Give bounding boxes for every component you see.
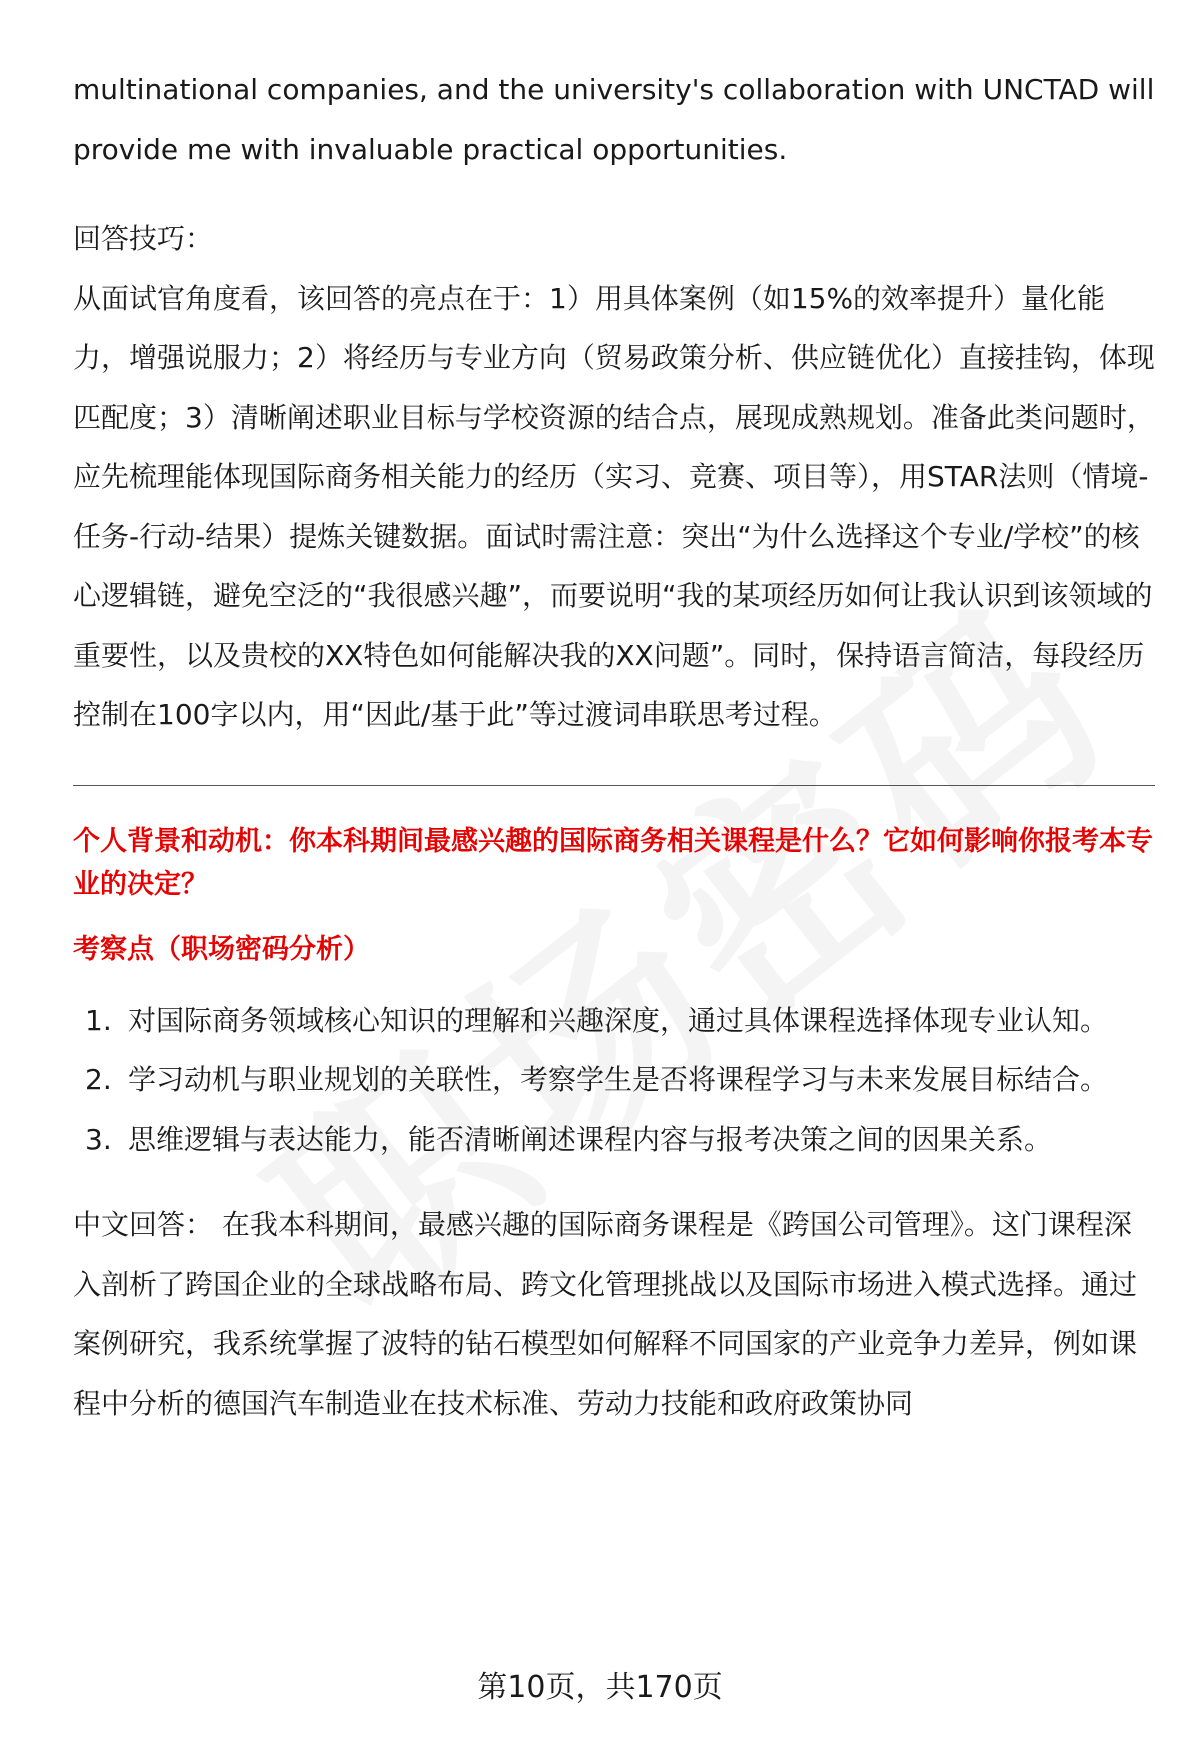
intro-english-paragraph: multinational companies, and the university's collaboration with UNCTAD will provide me with invaluable practical opportunities. (73, 73, 1155, 166)
tips-label: 回答技巧： (73, 222, 214, 255)
tips-paragraph: 从面试官角度看，该回答的亮点在于：1）用具体案例（如15%的效率提升）量化能力，增强说服力；2）将经历与专业方向（贸易政策分析、供应链优化）直接挂钩，体现匹配度；3）清晰阐述职业目标与学校资源的结合点，展现成熟规划。准备此类问题时，应先梳理能体现国际商务相关能力的经历（实习、竞赛、项目等），用STAR法则（情境-任务-行动-结果）提炼关键数据。面试时需注意：突出“为什么选择这个专业/学校”的核心逻辑链，避免空泛的“我很感兴趣”，而要说明“我的某项经历如何让我认识到该领域的重要性，以及贵校的XX特色如何能解决我的XX问题”。同时，保持语言简洁，每段经历控制在100字以内，用“因此/基于此”等过渡词串联思考过程。 (73, 281, 1155, 731)
question-title: 个人背景和动机：你本科期间最感兴趣的国际商务相关课程是什么？它如何影响你报考本专业的决定？ (73, 825, 1153, 900)
list-item-number: 1. (85, 1003, 112, 1037)
focus-points-list (73, 991, 1155, 1170)
list-item (73, 1110, 1155, 1170)
list-item-number: 3. (85, 1122, 112, 1156)
list-item (73, 1050, 1155, 1110)
list-item-text: 学习动机与职业规划的关联性，考察学生是否将课程学习与未来发展目标结合。 (128, 1063, 1109, 1096)
list-item-number: 2. (85, 1063, 112, 1096)
list-item (73, 991, 1155, 1051)
list-item-text: 思维逻辑与表达能力，能否清晰阐述课程内容与报考决策之间的因果关系。 (128, 1122, 1053, 1156)
list-item-text: 对国际商务领域核心知识的理解和兴趣深度，通过具体课程选择体现专业认知。 (128, 1003, 1109, 1037)
focus-label: 考察点（职场密码分析） (73, 933, 370, 965)
chinese-answer-paragraph: 中文回答： 在我本科期间，最感兴趣的国际商务课程是《跨国公司管理》。这门课程深入剖析了跨国企业的全球战略布局、跨文化管理挑战以及国际市场进入模式选择。通过案例研究，我系统掌握了波特的钻石模型如何解释不同国家的产业竞争力差异，例如课程中分析的德国汽车制造业在技术标准、劳动力技能和政府政策协同 (73, 1208, 1138, 1420)
page-footer: 第10页，共170页 (477, 1670, 723, 1705)
page-content (73, 60, 1155, 1433)
section-divider (73, 785, 1155, 786)
